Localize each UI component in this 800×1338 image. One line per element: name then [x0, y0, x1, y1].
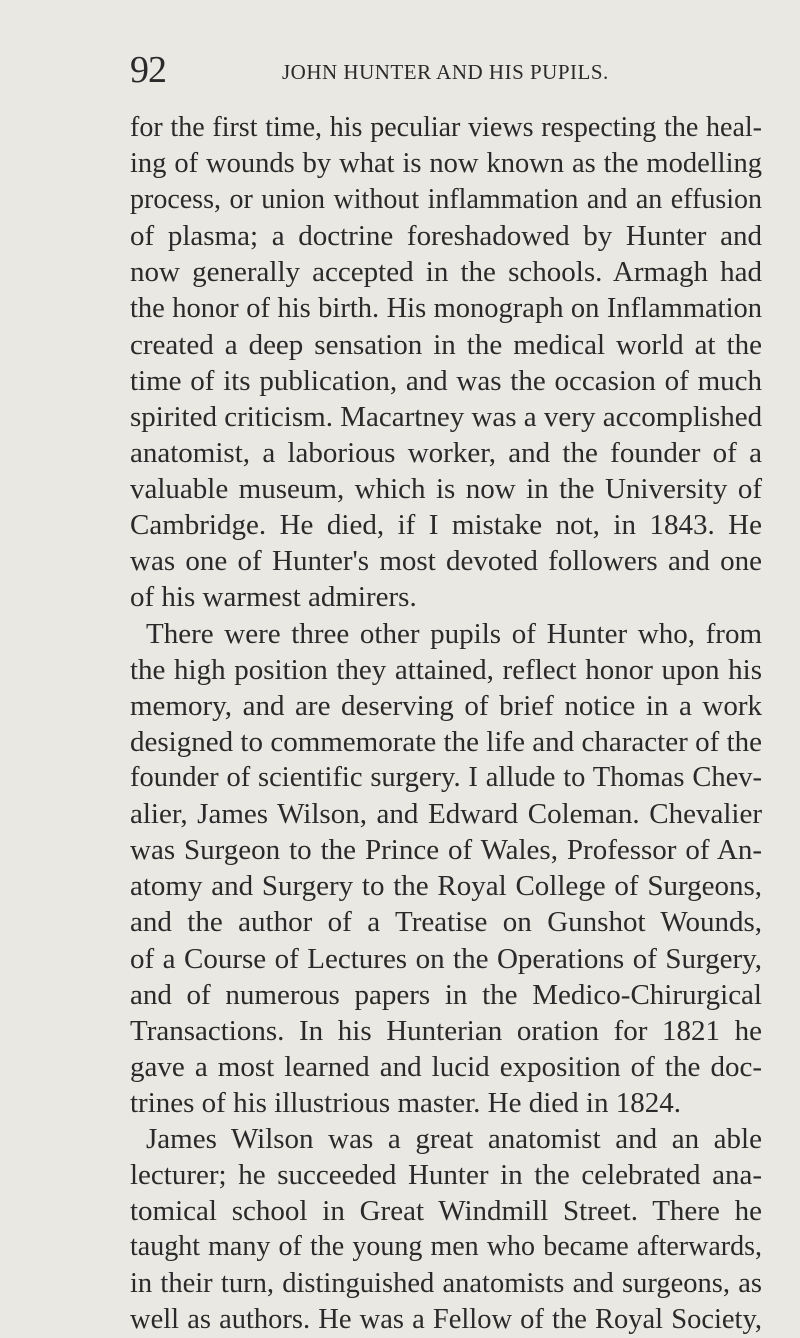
text-line: spirited criticism. Macartney was a very accomplished	[130, 400, 763, 433]
text-line: was Surgeon to the Prince of Wales, Professor of An-	[130, 834, 762, 867]
text-line: time of its publication, and was the occasion of much	[130, 364, 762, 397]
text-line: alier, James Wilson, and Edward Coleman. Chevalier	[130, 798, 762, 831]
text-line: There were three other pupils of Hunter who, from	[146, 617, 762, 650]
text-line: and the author of a Treatise on Gunshot Wounds,	[130, 906, 762, 939]
text-line: of a Course of Lectures on the Operations of Surgery,	[130, 942, 762, 975]
text-line: for the first time, his peculiar views respecting the heal-	[130, 112, 762, 143]
text-line: memory, and are deserving of brief notice in a work	[130, 689, 762, 722]
text-line: well as authors. He was a Fellow of the Royal Society,	[130, 1303, 762, 1335]
text-line: Transactions. In his Hunterian oration for 1821 he	[130, 1014, 762, 1047]
text-line: anatomist, a laborious worker, and the founder of a	[130, 436, 762, 469]
text-line: created a deep sensation in the medical world at the	[130, 328, 762, 361]
text-line: designed to commemorate the life and character of the	[130, 725, 762, 758]
body-text	[130, 110, 762, 1338]
text-line: Cambridge. He died, if I mistake not, in 1843. He	[130, 509, 762, 542]
text-line: James Wilson was a great anatomist and an able	[146, 1123, 762, 1156]
page-number: 92	[130, 49, 166, 91]
text-line: ing of wounds by what is now known as the modelling	[130, 148, 762, 180]
text-line: trines of his illustrious master. He died in 1824.	[130, 1086, 681, 1119]
text-line: and of numerous papers in the Medico-Chirurgical	[130, 978, 762, 1011]
text-line: the high position they attained, reflect honor upon his	[130, 653, 762, 686]
text-line: lecturer; he succeeded Hunter in the celebrated ana-	[130, 1159, 762, 1192]
text-line: the honor of his birth. His monograph on Inflammation	[130, 292, 762, 324]
text-line: process, or union without inflammation and an effusion	[130, 184, 762, 216]
text-line: valuable museum, which is now in the University of	[130, 473, 762, 506]
text-line: of his warmest admirers.	[130, 581, 417, 614]
text-line: founder of scientific surgery. I allude to Thomas Chev-	[130, 761, 762, 793]
running-head: JOHN HUNTER AND HIS PUPILS.	[282, 60, 609, 84]
text-line: taught many of the young men who became afterwards,	[130, 1231, 762, 1263]
text-line: tomical school in Great Windmill Street. There he	[130, 1195, 762, 1228]
text-line: now generally accepted in the schools. Armagh had	[130, 256, 762, 289]
text-line: of plasma; a doctrine foreshadowed by Hunter and	[130, 220, 762, 253]
text-line: gave a most learned and lucid exposition of the doc-	[130, 1050, 762, 1083]
text-line: in their turn, distinguished anatomists and surgeons, as	[130, 1267, 762, 1299]
text-line: was one of Hunter's most devoted followers and one	[130, 545, 762, 578]
text-line: atomy and Surgery to the Royal College of Surgeons,	[130, 870, 762, 903]
